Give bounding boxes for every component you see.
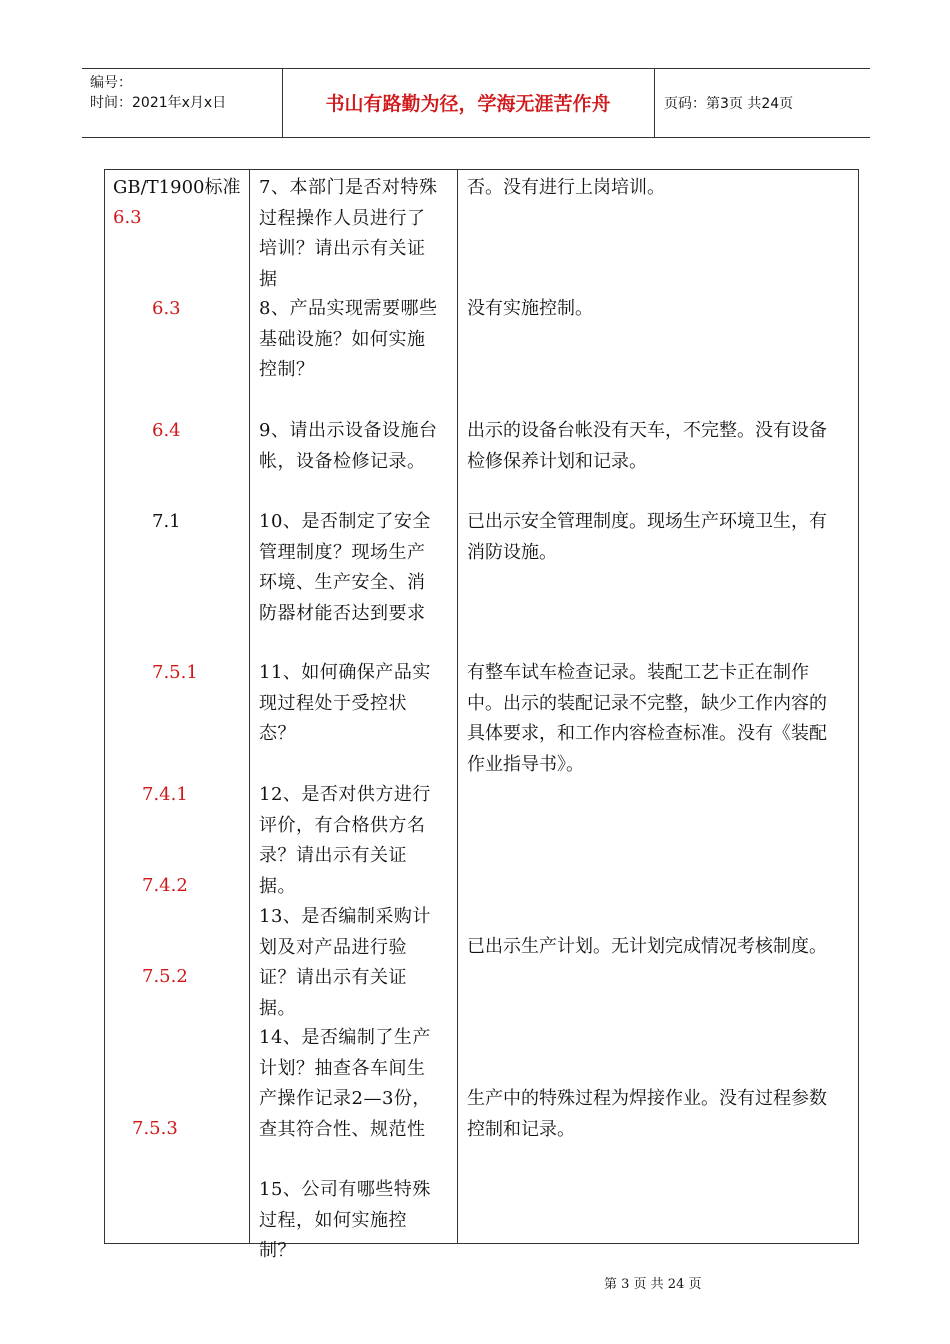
page-footer: 第 3 页 共 24 页 [604,1277,702,1292]
page-header [82,68,870,138]
clause-number: 6.3 [113,207,142,228]
clause-number: 7.5.2 [142,966,188,987]
document-date-label: 时间：2021年x月x日 [90,95,227,111]
audit-finding: 出示的设备台帐没有天车，不完整。没有设备 检修保养计划和记录。 [467,420,827,472]
audit-finding: 没有实施控制。 [467,298,593,319]
audit-finding: 否。没有进行上岗培训。 [467,177,665,198]
audit-question: 11、如何确保产品实 现过程处于受控状 态？ [259,662,431,744]
audit-question: 10、是否制定了安全 管理制度？现场生产 环境、生产安全、消 防器材能否达到要求 [259,511,431,624]
header-meta [90,73,226,113]
audit-question: 13、是否编制采购计 划及对产品进行验 证？请出示有关证 据。 [259,906,431,1019]
audit-finding: 已出示安全管理制度。现场生产环境卫生，有 消防设施。 [467,511,827,563]
clause-number: 7.4.1 [142,784,188,805]
column-divider [249,170,250,1243]
audit-question: 12、是否对供方进行 评价，有合格供方名 录？请出示有关证 据。 [259,784,431,897]
clause-number: 7.1 [152,511,181,532]
audit-question: 9、请出示设备设施台 帐，设备检修记录。 [259,420,438,472]
clause-standard: GB/T1900标准 [113,177,241,198]
audit-table [104,169,859,1261]
header-divider [654,69,655,137]
clause-number: 7.5.3 [132,1118,178,1139]
header-motto: 书山有路勤为径，学海无涯苦作舟 [325,93,611,115]
clause-number: 6.4 [152,420,181,441]
audit-finding: 有整车试车检查记录。装配工艺卡正在制作 中。出示的装配记录不完整，缺少工作内容的 具体要求，和工作内容检查标准。没有《装配 作业指导书》。 [467,662,827,775]
audit-finding: 生产中的特殊过程为焊接作业。没有过程参数 控制和记录。 [467,1088,827,1140]
clause-number: 6.3 [152,298,181,319]
audit-finding: 已出示生产计划。无计划完成情况考核制度。 [467,936,827,957]
audit-question: 14、是否编制了生产 计划？抽查各车间生 产操作记录2—3份， 查其符合性、规范性 [259,1027,431,1140]
audit-question: 15、公司有哪些特殊 过程，如何实施控 制？ [259,1179,431,1261]
clause-number: 7.5.1 [152,662,198,683]
audit-question: 7、本部门是否对特殊 过程操作人员进行了 培训？请出示有关证 据 [259,177,438,290]
document-number-label: 编号： [90,75,132,91]
header-page-number: 页码：第3页 共24页 [664,96,794,112]
audit-question: 8、产品实现需要哪些 基础设施？如何实施 控制？ [259,298,438,380]
column-divider [457,170,458,1243]
clause-number: 7.4.2 [142,875,188,896]
